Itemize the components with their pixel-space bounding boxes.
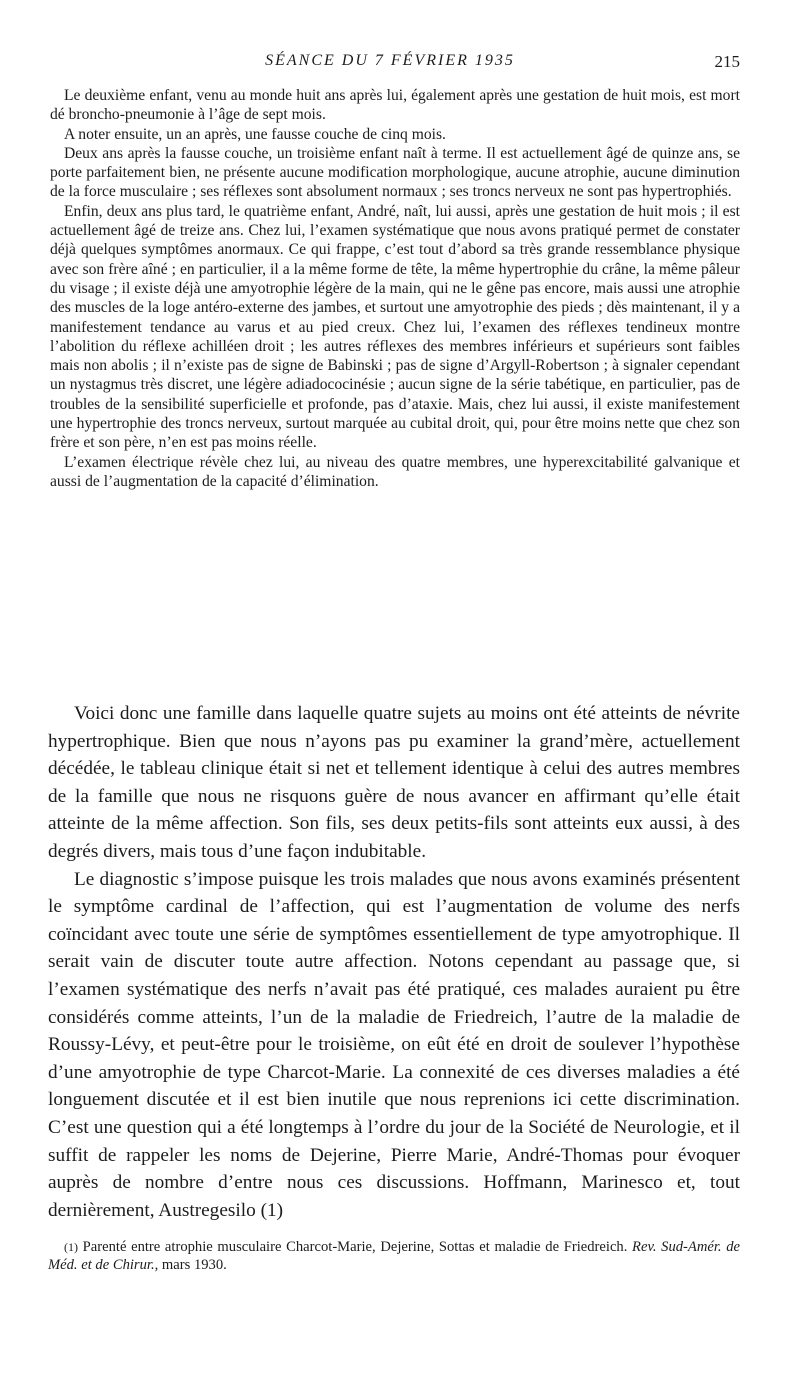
running-header: [40, 52, 740, 76]
footnote-source: Rev. Sud-Amér. de Méd. et de Chirur.,: [48, 1239, 740, 1273]
footnote-date: mars 1930.: [161, 1257, 227, 1273]
discussion-section: [48, 700, 740, 1224]
paragraph-electrical-exam: L’examen électrique révèle chez lui, au niveau des quatre membres, une hyperexcitabilité galvanique et aussi de l’augmentation de la capacité d’élimination.: [50, 453, 740, 490]
footnote-text: Parenté entre atrophie musculaire Charcot-Marie, Dejerine, Sottas et maladie de Friedreich.: [82, 1239, 628, 1255]
paragraph-family-summary: Voici donc une famille dans laquelle quatre sujets au moins ont été atteints de névrite hypertrophique. Bien que nous n’ayons pas pu examiner la grand’mère, actuellement décédée, le tableau clinique était si net et tellement identique à celui des autres membres de la famille que nous ne risquons guère de nous avancer en affirmant qu’elle était atteinte de la même affection. Son fils, ses deux petits-fils sont atteints eux aussi, à des degrés divers, mais tous d’une façon indubitable.: [48, 703, 740, 862]
running-title: SÉANCE DU 7 FÉVRIER 1935: [265, 52, 515, 69]
footnote-entry: [48, 1238, 740, 1274]
footnote-marker: (1): [64, 1240, 78, 1254]
paragraph-third-child: Deux ans après la fausse couche, un troisième enfant naît à terme. Il est actuellement âgé de quinze ans, se porte parfaitement bien, ne présente aucune modification morphologique, aucune atrophie, aucune diminution de la force musculaire ; ses réflexes sont absolument normaux ; ses troncs nerveux ne sont pas hypertrophiés.: [50, 144, 740, 201]
case-report-section: [50, 86, 740, 491]
paragraph-second-child: Le deuxième enfant, venu au monde huit ans après lui, également après une gestation de huit mois, est mort dé broncho-pneumonie à l’âge de sept mois.: [50, 87, 740, 124]
footnote: [48, 1238, 740, 1274]
paragraph-diagnosis: Le diagnostic s’impose puisque les trois malades que nous avons examinés présentent le symptôme cardinal de l’affection, qui est l’augmentation de volume des nerfs coïncidant avec toute une série de symptômes essentiellement de type amyotrophique. Il serait vain de discuter toute autre affection. Notons cependant au passage que, si l’examen systématique des nerfs n’avait pas été pratiqué, ces malades auraient pu être considérés comme atteints, l’un de la maladie de Friedreich, l’autre de la maladie de Roussy-Lévy, et peut-être pour le troisième, on eût été en droit de soulever l’hypothèse d’une amyotrophie de type Charcot-Marie. La connexité de ces diverses maladies a été longuement discutée et il est bien inutile que nous reprenions ici cette discrimination. C’est une question qui a été longtemps à l’ordre du jour de la Société de Neurologie, et il suffit de rappeler les noms de Dejerine, Pierre Marie, André-Thomas pour évoquer auprès de nombre d’entre nous ces discussions. Hoffmann, Marinesco et, tout dernièrement, Austregesilo (1): [48, 868, 740, 1221]
page-number: 215: [714, 52, 740, 71]
paragraph-miscarriage: A noter ensuite, un an après, une fausse couche de cinq mois.: [64, 125, 446, 143]
paragraph-fourth-child: Enfin, deux ans plus tard, le quatrième enfant, André, naît, lui aussi, après une gestation de huit mois ; il est actuellement âgé de treize ans. Chez lui, l’examen systématique que nous avons pratiqué permet de constater déjà quelques symptômes anormaux. Ce qui frappe, c’est tout d’abord sa très grande ressemblance physique avec son frère aîné ; en particulier, il a la même forme de tête, la même hypertrophie du crâne, la même pâleur du visage ; il existe déjà une amyotrophie légère de la main, qui ne le gêne pas encore, mais aussi une atrophie des muscles de la loge antéro-externe des jambes, et surtout une amyotrophie des pieds ; dès maintenant, il y a manifestement tendance au varus et au pied creux. Chez lui, l’examen des réflexes tendineux montre l’abolition du réflexe achilléen droit ; les autres réflexes des membres inférieurs et supérieurs sont faibles mais non abolis ; il n’existe pas de signe de Babinski ; pas de signe d’Argyll-Robertson ; à signaler cependant un nystagmus très discret, une légère adiadococinésie ; aucun signe de la série tabétique, en particulier, pas de troubles de la sensibilité superficielle et profonde, pas d’ataxie. Mais, chez lui aussi, il existe manifestement une hypertrophie des troncs nerveux, surtout marquée au cubital droit, qui, pour être moins nette que chez son frère et son père, n’en est pas moins réelle.: [50, 202, 740, 452]
